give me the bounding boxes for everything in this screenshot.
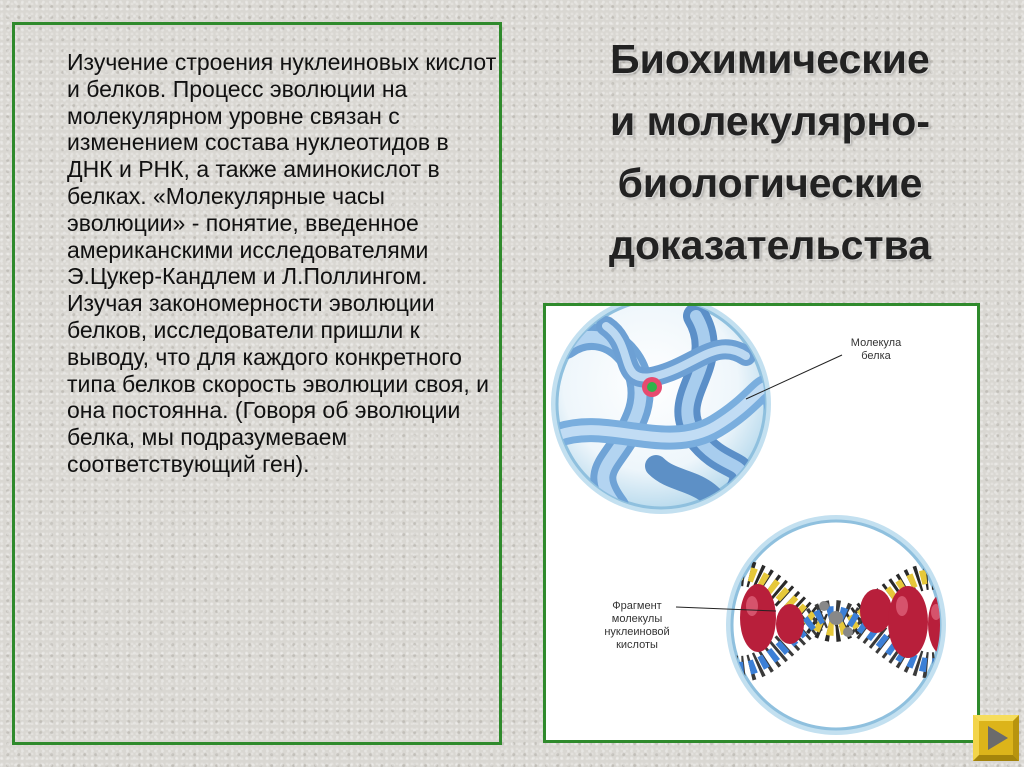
- slide-title: Биохимические и молекулярно- биологические доказательства: [608, 36, 931, 268]
- protein-label: Молекула белка: [850, 337, 902, 362]
- nucleic-acid-label: Фрагмент молекулы нуклеиновой кислоты: [604, 600, 670, 651]
- molecule-illustration: [546, 306, 977, 740]
- protein-molecule-circle: [551, 306, 776, 516]
- nucleic-acid-circle: [726, 515, 956, 735]
- next-slide-button[interactable]: [973, 715, 1019, 761]
- figure-panel: [543, 303, 980, 743]
- play-right-icon: [973, 715, 1019, 761]
- body-text: Изучение строения нуклеиновых кислот и белков. Процесс эволюции на молекулярном уровне связан с изменением состава нуклеотидов в ДНК и РНК, а также аминокислот в белках. «Молекулярные часы эволюции» - понятие, введенное американскими исследователями Э.Цукер-Кандлем и Л.Поллингом. Изучая закономерности эволюции белков, исследователи пришли к выводу, что для каждого конкретного типа белков скорость эволюции своя, и она постоянна. (Говоря об эволюции белка, мы подразумеваем соответствующий ген).: [67, 49, 497, 477]
- text-panel: [12, 22, 502, 745]
